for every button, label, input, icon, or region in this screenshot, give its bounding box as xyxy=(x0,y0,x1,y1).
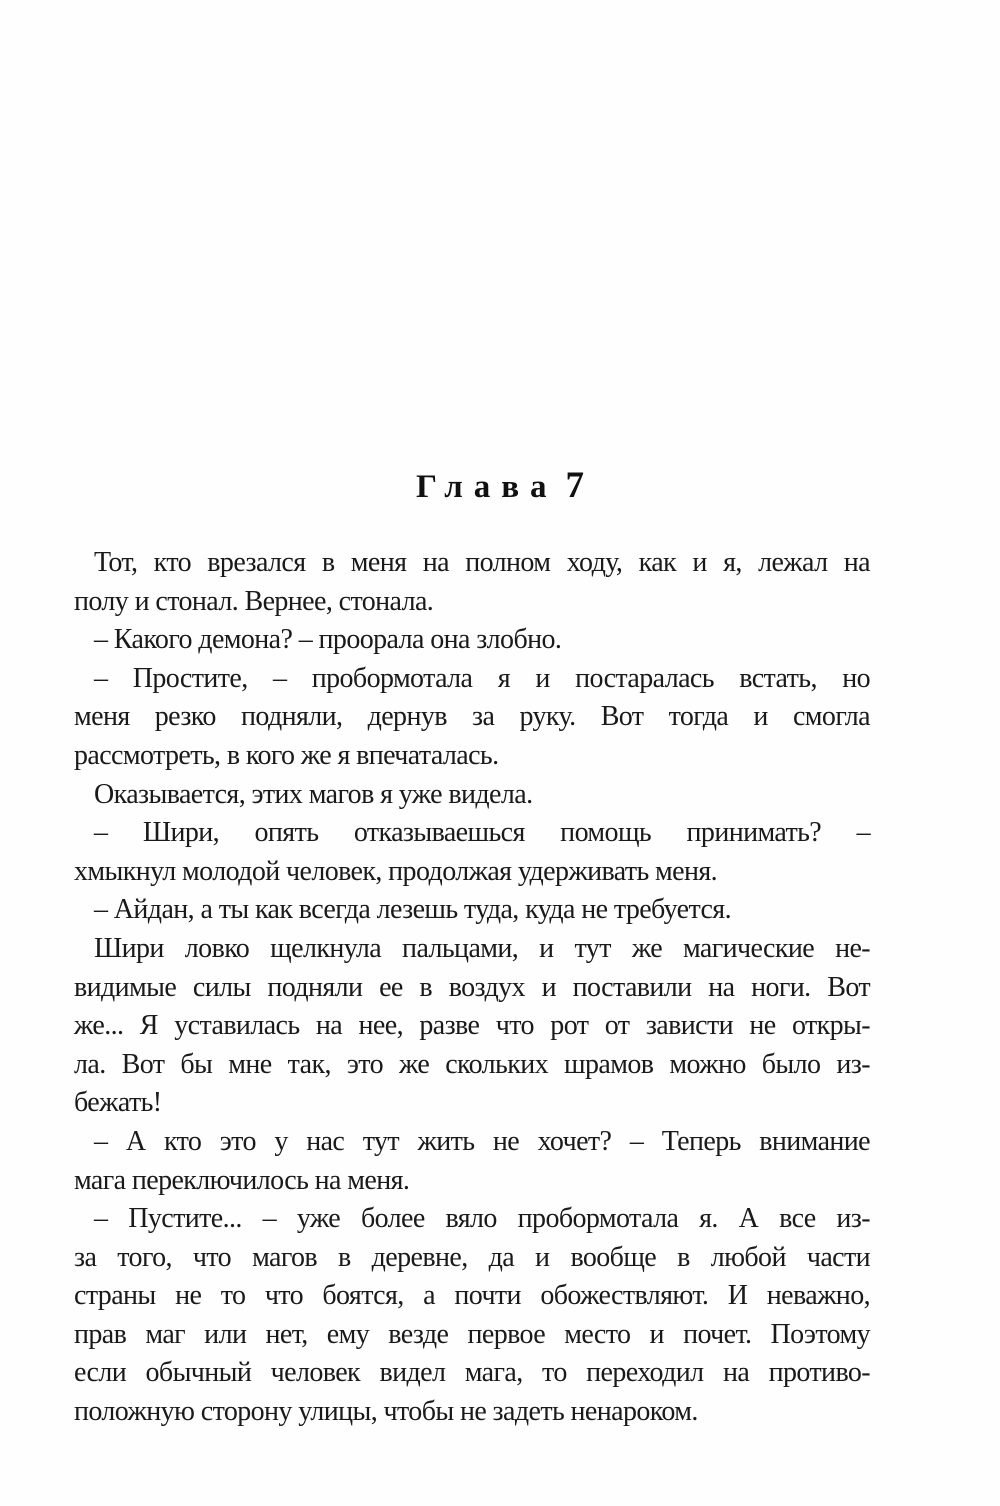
text-line: прав маг или нет, ему везде первое место и почет. Поэтому xyxy=(74,1318,870,1350)
chapter-title-word: Глава xyxy=(415,469,558,505)
text-line: – Пустите... – уже более вяло пробормотала я. А все из- xyxy=(94,1203,870,1235)
text-line: – Какого демона? – проорала она злобно. xyxy=(94,624,562,656)
text-line: Оказывается, этих магов я уже видела. xyxy=(94,778,533,810)
chapter-body-text xyxy=(74,544,870,1432)
text-line: Тот, кто врезался в меня на полном ходу, как и я, лежал на xyxy=(94,547,870,578)
text-line: меня резко подняли, дернув за руку. Вот тогда и смогла xyxy=(74,701,870,733)
text-line: бежать! xyxy=(74,1087,162,1119)
text-line: мага переключилось на меня. xyxy=(74,1164,410,1196)
text-line: – Шири, опять отказываешься помощь принимать? – xyxy=(94,817,870,849)
text-line: ла. Вот бы мне так, это же скольких шрамов можно было из- xyxy=(74,1048,870,1080)
text-line: рассмотреть, в кого же я впечаталась. xyxy=(74,739,499,771)
text-line: – А кто это у нас тут жить не хочет? – Теперь внимание xyxy=(94,1125,870,1157)
text-line: – Простите, – пробормотала я и постаралась встать, но xyxy=(94,662,870,694)
text-line: полу и стонал. Вернее, стонала. xyxy=(74,585,434,617)
text-line: хмыкнул молодой человек, продолжая удерживать меня. xyxy=(74,855,718,887)
text-line: Шири ловко щелкнула пальцами, и тут же магические не- xyxy=(94,932,870,964)
text-line: видимые силы подняли ее в воздух и поставили на ноги. Вот xyxy=(74,971,870,1003)
chapter-number: 7 xyxy=(565,465,585,506)
text-line: же... Я уставилась на нее, разве что рот от зависти не откры- xyxy=(74,1010,870,1042)
text-line: за того, что магов в деревне, да и вообще в любой части xyxy=(74,1241,870,1273)
text-line: страны не то что боятся, а почти обожествляют. И неважно, xyxy=(74,1280,870,1312)
text-line: – Айдан, а ты как всегда лезешь туда, куда не требуется. xyxy=(94,894,731,926)
chapter-heading xyxy=(0,466,1000,507)
text-line: положную сторону улицы, чтобы не задеть ненароком. xyxy=(74,1396,698,1428)
text-line: если обычный человек видел мага, то переходил на противо- xyxy=(74,1357,870,1389)
